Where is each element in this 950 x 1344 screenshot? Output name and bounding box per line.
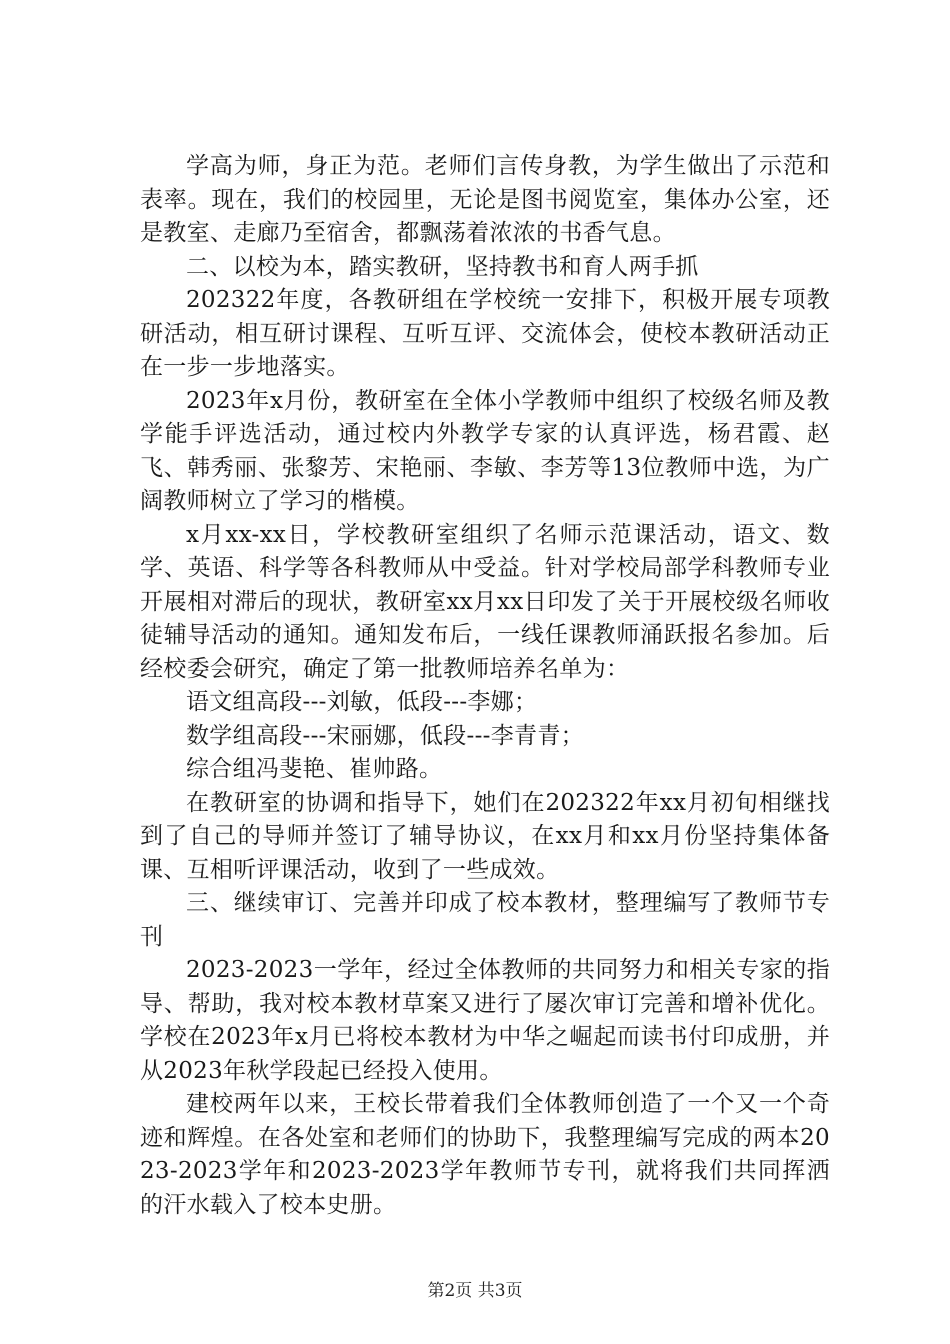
list-item-chinese-group: 语文组高段---刘敏，低段---李娜； bbox=[186, 689, 538, 715]
paragraph-textbook: 2023-2023一学年，经过全体教师的共同努力和相关专家的指导、帮助，我对校本教材草案又进行了屡次审订完善和增补优化。学校在2023年x月已将校本教材为中华之崛起而读书付印成册，并从2023年秋学段起已经投入使用。 bbox=[140, 957, 830, 1084]
list-item-comprehensive-group: 综合组冯斐艳、崔帅路。 bbox=[186, 756, 443, 782]
paragraph-teacher-selection: 2023年x月份，教研室在全体小学教师中组织了校级名师及教学能手评选活动，通过校内外教学专家的认真评选，杨君霞、赵飞、韩秀丽、张黎芳、宋艳丽、李敏、李芳等13位教师中选，为广阔教师树立了学习的楷模。 bbox=[140, 387, 830, 514]
paragraph-mentoring: 在教研室的协调和指导下，她们在202322年xx月初旬相继找到了自己的导师并签订了辅导协议，在xx月和xx月份坚持集体备课、互相听评课活动，收到了一些成效。 bbox=[140, 789, 830, 883]
page-number-footer: 第2页 共3页 bbox=[427, 1281, 523, 1301]
paragraph-intro: 学高为师，身正为范。老师们言传身教，为学生做出了示范和表率。现在，我们的校园里，无论是图书阅览室，集体办公室，还是教室、走廊乃至宿舍，都飘荡着浓浓的书香气息。 bbox=[140, 153, 830, 246]
paragraph-closing: 建校两年以来，王校长带着我们全体教师创造了一个又一个奇迹和辉煌。在各处室和老师们的协助下，我整理编写完成的两本2023-2023学年和2023-2023学年教师节专刊，就将我们共同挥洒的汗水载入了校本史册。 bbox=[140, 1091, 830, 1218]
paragraph-research-year: 202322年度，各教研组在学校统一安排下，积极开展专项教研活动，相互研讨课程、互听互评、交流体会，使校本教研活动正在一步一步地落实。 bbox=[140, 287, 830, 380]
list-item-math-group: 数学组高段---宋丽娜，低段---李青青； bbox=[186, 722, 584, 749]
document-body bbox=[140, 150, 830, 1222]
paragraph-demo-lessons: x月xx-xx日，学校教研室组织了名师示范课活动，语文、数学、英语、科学等各科教师从中受益。针对学校局部学科教师专业开展相对滞后的现状，教研室xx月xx日印发了关于开展校级名师收徒辅导活动的通知。通知发布后，一线任课教师涌跃报名参加。后经校委会研究，确定了第一批教师培养名单为： bbox=[140, 521, 830, 682]
section-heading-2: 二、以校为本，踏实教研，坚持教书和育人两手抓 bbox=[186, 253, 699, 280]
section-heading-3: 三、继续审订、完善并印成了校本教材，整理编写了教师节专刊 bbox=[140, 890, 830, 950]
